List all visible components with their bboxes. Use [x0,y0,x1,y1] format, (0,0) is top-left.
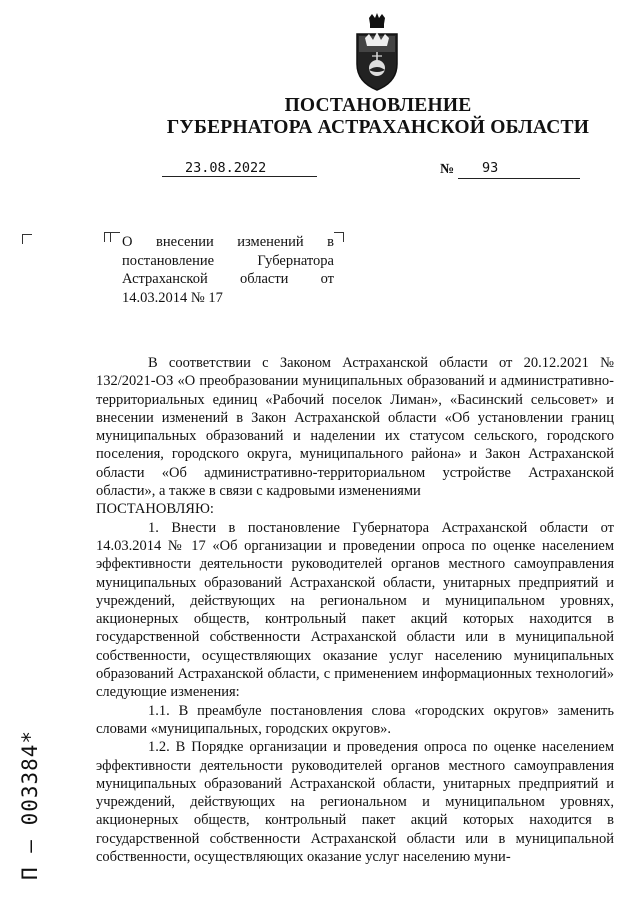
serial-number: П – 003384* [18,729,42,880]
document-title-line2: ГУБЕРНАТОРА АСТРАХАНСКОЙ ОБЛАСТИ [166,117,590,138]
side-serial-stamp [14,690,40,890]
corner-mark [334,232,344,242]
body-paragraph: 1.2. В Порядке организации и проведения опроса по оценке населением эффективности деятельности руководителей органов местного самоуправления муниципальных образований Астраханской области, унитарных предприятий и учреждений, действующих на региональном и муниципальном уровнях, акционерных обществ, контрольный пакет акций которых находится в государственной собственности Астраханской области или в муниципальной собственности, осуществляющих оказание услуг населению муни- [96,739,614,866]
document-number: 93 [482,160,499,176]
number-underline [458,178,580,179]
corner-mark [22,234,32,244]
date-underline [162,176,317,177]
document-date: 23.08.2022 [185,160,267,176]
body-paragraph: В соответствии с Законом Астраханской области от 20.12.2021 № 132/2021-ОЗ «О преобразовании муниципальных образований и административно-территориальных единиц «Рабочий поселок Лиман», «Басинский сельсовет» и внесении изменений в Закон Астраханской области «Об установлении границ муниципальных образований и наделении их статусом сельского, городского поселения, городского округа, муниципального района» и Закон Астраханской области «Об административно-территориальном устройстве Астраханской области», а также в связи с кадровыми изменениями [96,355,614,500]
body-paragraph: 1. Внести в постановление Губернатора Астраханской области от 14.03.2014 № 17 «Об организации и проведении опроса по оценке населением эффективности деятельности руководителей органов местного самоуправления муниципальных образований Астраханской области, унитарных предприятий и учреждений, действующих на региональном и муниципальном уровнях, акционерных обществ, контрольный пакет акций которых находится в государственной собственности Астраханской области или в муниципальной собственности, осуществляющих оказание услуг населению муниципальных образований Астраханской области, с применением информационных технологий» следующие изменения: [96,519,614,701]
document-subject: О внесении изменений в постановление Губернатора Астраханской области от 14.03.2014 № 17 [122,234,334,306]
body-paragraph: 1.1. В преамбуле постановления слова «городских округов» заменить словами «муниципальных, городских округов». [96,702,614,737]
astrakhan-coat-of-arms-icon [349,12,405,92]
corner-mark [110,232,120,242]
resolution-word: ПОСТАНОВЛЯЮ: [96,501,214,518]
number-sign: № [440,162,455,177]
document-body [96,354,614,866]
document-title-line1: ПОСТАНОВЛЕНИЕ [284,95,472,116]
